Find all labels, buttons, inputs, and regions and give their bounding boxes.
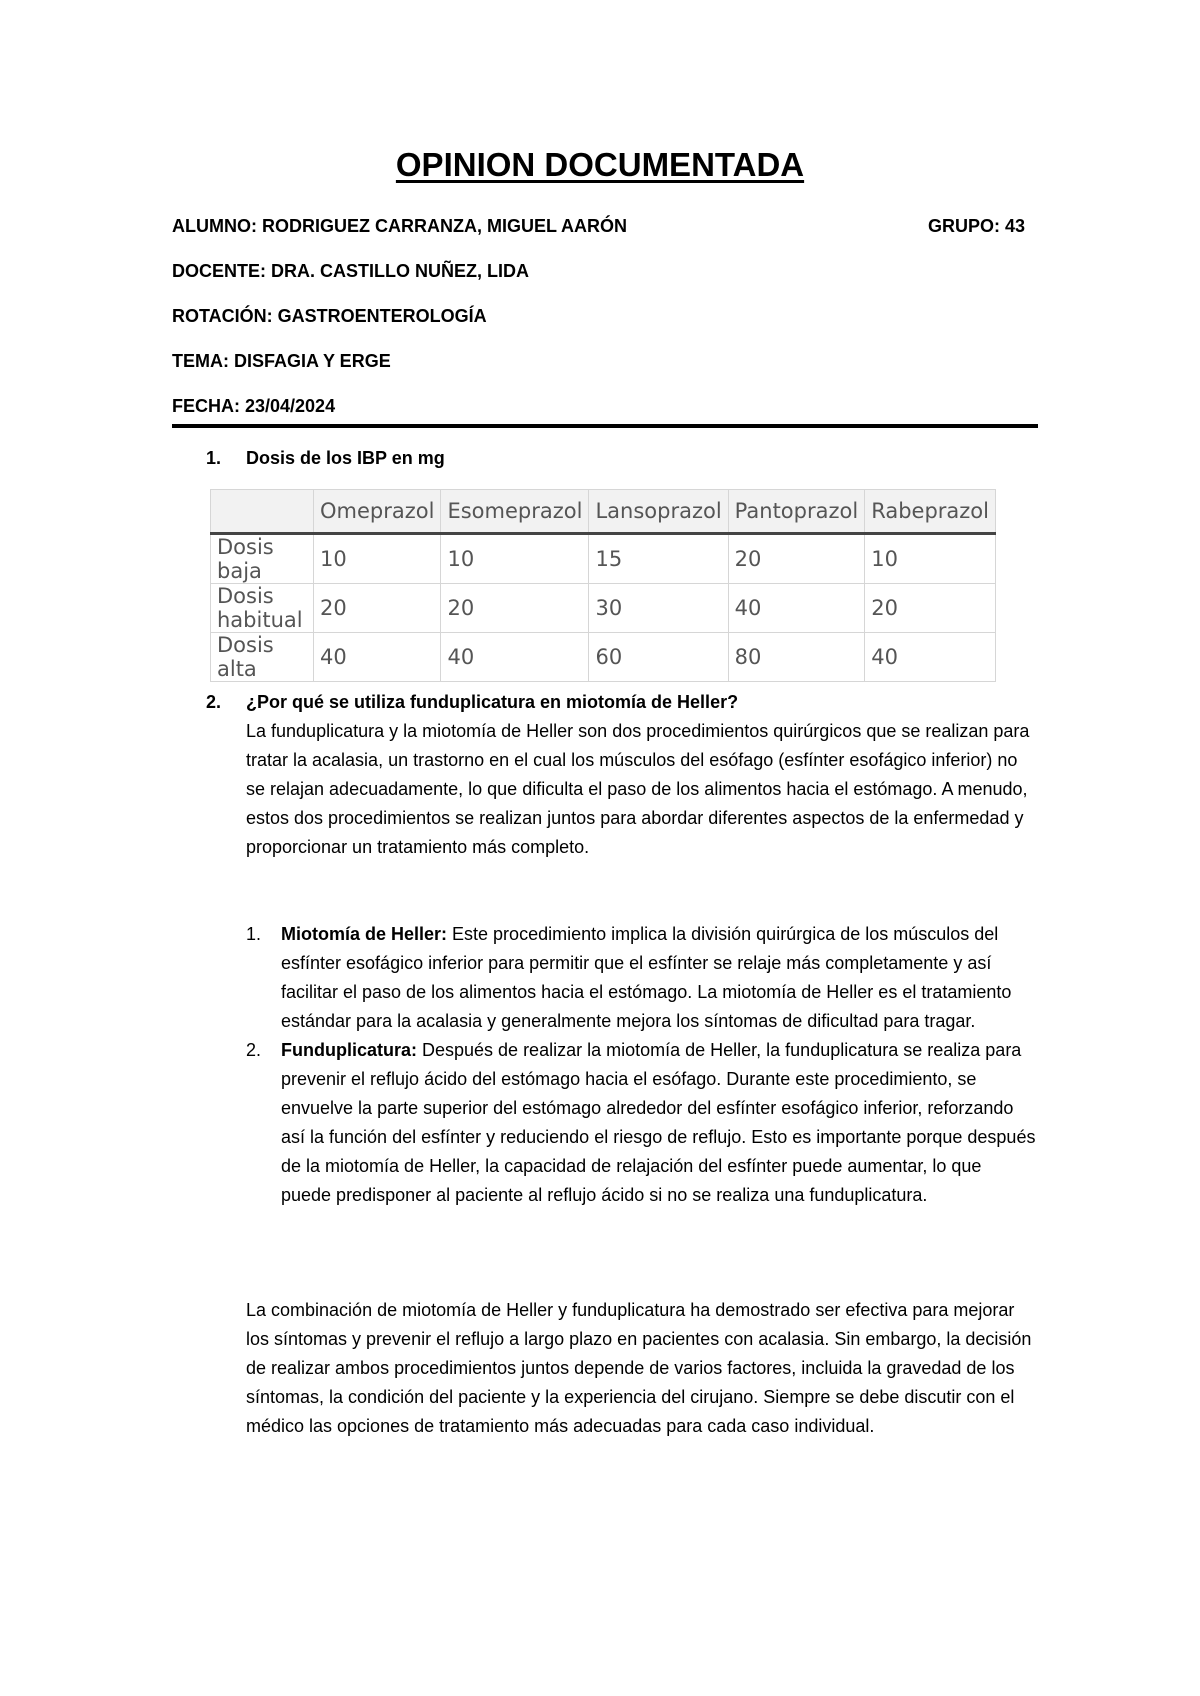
student-line: ALUMNO: RODRIGUEZ CARRANZA, MIGUEL AARÓN [172,216,627,236]
list-item-text: Después de realizar la miotomía de Heller, la funduplicatura se realiza para prevenir el reflujo ácido del estómago hacia el esófago. Durante este procedimiento, se envuelve la parte superior del estómago alrededor del esfínter esofágico inferior, reforzando así la función del esfínter y reduciendo el riesgo de reflujo. Esto es importante porque después de la miotomía de Heller, la capacidad de relajación del esfínter puede aumentar, lo que puede predisponer al paciente al reflujo ácido si no se realiza una funduplicatura. [281,1040,1036,1205]
table-cell: Dosis habitual [211,584,314,633]
table-cell: 40 [441,633,589,682]
table-cell: 20 [441,584,589,633]
table-cell: 30 [589,584,728,633]
list-item-term: Miotomía de Heller: [281,924,448,944]
table-cell: Dosis alta [211,633,314,682]
group-line: GRUPO: 43 [928,216,1026,236]
rotation-line: ROTACIÓN: GASTROENTEROLOGÍA [172,306,487,326]
table-header-cell: Lansoprazol [589,490,728,534]
section-2-number: 2. [206,692,222,712]
table-header-row [211,490,996,534]
table-cell: 60 [589,633,728,682]
section-2-intro: La funduplicatura y la miotomía de Heller son dos procedimientos quirúrgicos que se realizan para tratar la acalasia, un trastorno en el cual los músculos del esófago (esfínter esofágico inferior) no se relajan adecuadamente, lo que dificulta el paso de los alimentos hacia el estómago. A menudo, estos dos procedimientos se realizan juntos para abordar diferentes aspectos de la enfermedad y proporcionar un tratamiento más completo. [246,721,1030,857]
table-cell: 10 [441,534,589,584]
topic-line: TEMA: DISFAGIA Y ERGE [172,351,391,371]
table-cell: 80 [728,633,865,682]
teacher-line: DOCENTE: DRA. CASTILLO NUÑEZ, LIDA [172,261,529,281]
table-cell: 10 [314,534,441,584]
table-cell: 20 [314,584,441,633]
table-cell: 40 [865,633,996,682]
list-item-number: 1. [246,924,262,944]
table-header-cell: Esomeprazol [441,490,589,534]
section-2-heading [206,692,738,713]
section-1-number: 1. [206,448,222,468]
list-item-term: Funduplicatura: [281,1040,417,1060]
procedure-list [246,920,1036,1210]
table-cell: 40 [728,584,865,633]
header-divider [172,424,1038,428]
table-row [211,584,996,633]
list-item [246,1036,1036,1210]
list-item [246,920,1036,1036]
table-header-cell: Omeprazol [314,490,441,534]
table-row [211,633,996,682]
table-cell: Dosis baja [211,534,314,584]
section-1-title: Dosis de los IBP en mg [246,448,445,468]
list-item-text: Este procedimiento implica la división quirúrgica de los músculos del esfínter esofágico inferior para permitir que el esfínter se relaje más completamente y así facilitar el paso de los alimentos hacia el estómago. La miotomía de Heller es el tratamiento estándar para la acalasia y generalmente mejora los síntomas de dificultad para tragar. [281,924,1012,1031]
section-2-title: ¿Por qué se utiliza funduplicatura en miotomía de Heller? [246,692,739,712]
ppi-dose-table [210,489,996,682]
table-cell: 10 [865,534,996,584]
table-cell: 15 [589,534,728,584]
table-cell: 20 [728,534,865,584]
table-header-cell: Rabeprazol [865,490,996,534]
section-2-conclusion: La combinación de miotomía de Heller y funduplicatura ha demostrado ser efectiva para mejorar los síntomas y prevenir el reflujo a largo plazo en pacientes con acalasia. Sin embargo, la decisión de realizar ambos procedimientos juntos depende de varios factores, incluida la gravedad de los síntomas, la condición del paciente y la experiencia del cirujano. Siempre se debe discutir con el médico las opciones de tratamiento más adecuadas para cada caso individual. [246,1300,1032,1436]
table-row [211,534,996,584]
table-cell: 20 [865,584,996,633]
date-line: FECHA: 23/04/2024 [172,396,336,416]
section-1-heading [206,448,445,469]
table-cell: 40 [314,633,441,682]
list-item-number: 2. [246,1040,262,1060]
table-header-cell: Pantoprazol [728,490,865,534]
page-title: OPINION DOCUMENTADA [395,146,805,183]
table-header-cell [211,490,314,534]
